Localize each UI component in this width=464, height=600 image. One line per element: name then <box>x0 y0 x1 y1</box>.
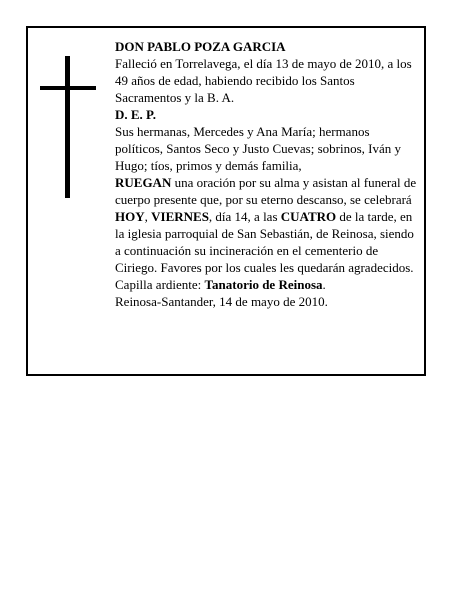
ruegan-word: RUEGAN <box>115 175 172 190</box>
death-info: Falleció en Torrelavega, el día 13 de mayo de 2010, a los 49 años de edad, habiendo recibido los Santos Sacramentos y la B. A. <box>115 56 412 105</box>
obituary-notice <box>26 26 426 376</box>
funeral-request <box>115 174 417 293</box>
viernes-word: VIERNES <box>151 209 209 224</box>
family-list: Sus hermanas, Mercedes y Ana María; hermanos políticos, Santos Seco y Justo Cuevas; sobrinos, Iván y Hugo; tíos, primos y demás familia, <box>115 124 401 173</box>
deceased-name: DON PABLO POZA GARCIA <box>115 39 286 54</box>
request-text-1: una oración por su alma y asistan al funeral de cuerpo presente que, por su eterno descanso, se celebrará <box>115 175 417 207</box>
cross-horizontal-bar <box>40 86 96 90</box>
tanatorio-name: Tanatorio de Reinosa <box>204 277 323 292</box>
cross-icon <box>40 56 96 198</box>
request-text-3: de la tarde, en la iglesia parroquial de San Sebastián, de Reinosa, siendo a continuación su incineración en el cementerio de Ciriego. Favores por los cuales les quedarán agradecidos. Capilla ardiente: <box>115 209 414 292</box>
rip-line: D. E. P. <box>115 107 157 122</box>
request-text-2: , día 14, a las <box>208 209 281 224</box>
cross-vertical-bar <box>65 56 70 198</box>
comma-separator: , <box>144 209 152 224</box>
notice-text <box>115 38 417 310</box>
cuatro-word: CUATRO <box>280 209 337 224</box>
place-and-date: Reinosa-Santander, 14 de mayo de 2010. <box>115 294 328 309</box>
hoy-word: HOY <box>115 209 145 224</box>
final-period: . <box>322 277 326 292</box>
